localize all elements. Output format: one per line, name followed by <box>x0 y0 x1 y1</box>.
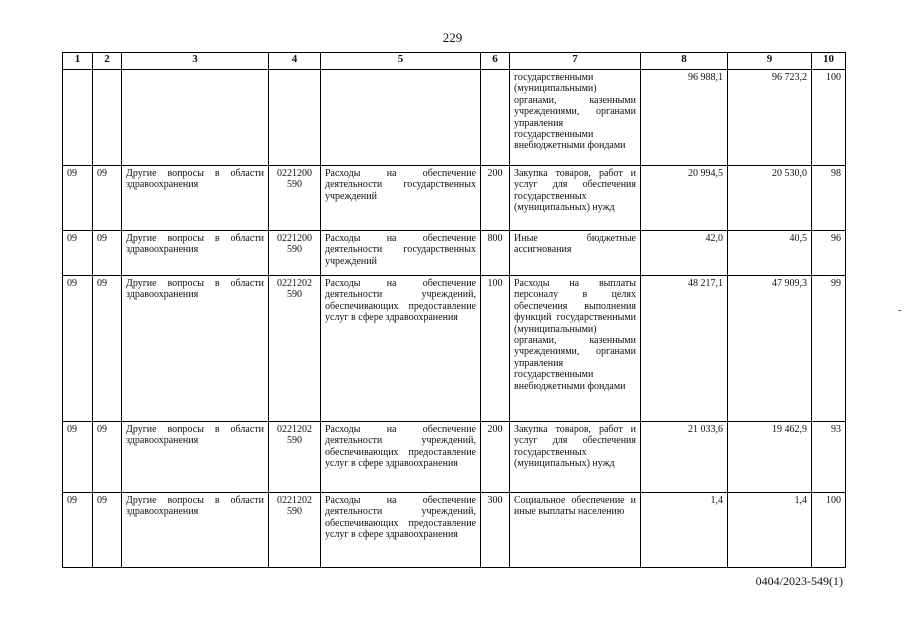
expense-type-code: 300 <box>481 493 510 568</box>
expense-type-code <box>481 70 510 166</box>
planned-amount: 1,4 <box>641 493 728 568</box>
column-header: 10 <box>812 53 846 70</box>
execution-percent: 100 <box>812 493 846 568</box>
table-header-row <box>63 53 846 70</box>
expense-type-name: Социальное обеспечение и иные выплаты населению <box>510 493 641 568</box>
column-header: 5 <box>321 53 481 70</box>
execution-percent: 100 <box>812 70 846 166</box>
target-article <box>269 70 321 166</box>
expense-type-name: Закупка товаров, работ и услуг для обеспечения государственных (муниципальных) нужд <box>510 166 641 231</box>
table-row <box>63 422 846 493</box>
section-code: 09 <box>63 231 93 276</box>
executed-amount: 40,5 <box>728 231 812 276</box>
executed-amount: 19 462,9 <box>728 422 812 493</box>
expense-type-name: государственными (муниципальными) органами, казенными учреждениями, органами управления государственными внебюджетными фондами <box>510 70 641 166</box>
planned-amount: 96 988,1 <box>641 70 728 166</box>
expense-type-name: Иные бюджетные ассигнования <box>510 231 641 276</box>
subsection-name <box>122 70 269 166</box>
execution-percent: 96 <box>812 231 846 276</box>
subsection-name: Другие вопросы в области здравоохранения <box>122 166 269 231</box>
expense-type-code: 100 <box>481 276 510 422</box>
column-header: 1 <box>63 53 93 70</box>
table-row <box>63 493 846 568</box>
subsection-name: Другие вопросы в области здравоохранения <box>122 276 269 422</box>
target-article: 0221200 590 <box>269 166 321 231</box>
expense-type-code: 800 <box>481 231 510 276</box>
target-article: 0221202 590 <box>269 422 321 493</box>
section-code: 09 <box>63 166 93 231</box>
column-header: 3 <box>122 53 269 70</box>
article-name: Расходы на обеспечение деятельности учреждений, обеспечивающих предоставление услуг в сфере здравоохранения <box>321 276 481 422</box>
table-row <box>63 276 846 422</box>
subsection-name: Другие вопросы в области здравоохранения <box>122 231 269 276</box>
table-row <box>63 70 846 166</box>
article-name: Расходы на обеспечение деятельности государственных учреждений <box>321 231 481 276</box>
page-number: 229 <box>442 30 463 45</box>
subsection-code: 09 <box>93 166 122 231</box>
planned-amount: 21 033,6 <box>641 422 728 493</box>
subsection-code <box>93 70 122 166</box>
article-name: Расходы на обеспечение деятельности учреждений, обеспечивающих предоставление услуг в сфере здравоохранения <box>321 493 481 568</box>
subsection-code: 09 <box>93 231 122 276</box>
section-code <box>63 70 93 166</box>
expense-type-name: Закупка товаров, работ и услуг для обеспечения государственных (муниципальных) нужд <box>510 422 641 493</box>
table-row <box>63 166 846 231</box>
subsection-code: 09 <box>93 276 122 422</box>
scan-margin-mark <box>898 310 901 311</box>
executed-amount: 47 909,3 <box>728 276 812 422</box>
section-code: 09 <box>63 422 93 493</box>
table-row <box>63 231 846 276</box>
article-name <box>321 70 481 166</box>
column-header: 4 <box>269 53 321 70</box>
column-header: 7 <box>510 53 641 70</box>
subsection-name: Другие вопросы в области здравоохранения <box>122 422 269 493</box>
planned-amount: 20 994,5 <box>641 166 728 231</box>
executed-amount: 20 530,0 <box>728 166 812 231</box>
expense-type-code: 200 <box>481 422 510 493</box>
execution-percent: 93 <box>812 422 846 493</box>
column-header: 8 <box>641 53 728 70</box>
column-header: 6 <box>481 53 510 70</box>
column-header: 2 <box>93 53 122 70</box>
expense-type-code: 200 <box>481 166 510 231</box>
execution-percent: 98 <box>812 166 846 231</box>
planned-amount: 48 217,1 <box>641 276 728 422</box>
executed-amount: 1,4 <box>728 493 812 568</box>
article-name: Расходы на обеспечение деятельности государственных учреждений <box>321 166 481 231</box>
subsection-code: 09 <box>93 493 122 568</box>
subsection-code: 09 <box>93 422 122 493</box>
planned-amount: 42,0 <box>641 231 728 276</box>
article-name: Расходы на обеспечение деятельности учреждений, обеспечивающих предоставление услуг в сфере здравоохранения <box>321 422 481 493</box>
expense-type-name: Расходы на выплаты персоналу в целях обеспечения выполнения функций государственными (муниципальными) органами, казенными учреждениями, органами управления государственными внебюджетными фондами <box>510 276 641 422</box>
document-id: 0404/2023-549(1) <box>755 574 843 588</box>
target-article: 0221200 590 <box>269 231 321 276</box>
executed-amount: 96 723,2 <box>728 70 812 166</box>
budget-table <box>62 52 846 568</box>
section-code: 09 <box>63 276 93 422</box>
column-header: 9 <box>728 53 812 70</box>
subsection-name: Другие вопросы в области здравоохранения <box>122 493 269 568</box>
execution-percent: 99 <box>812 276 846 422</box>
target-article: 0221202 590 <box>269 493 321 568</box>
target-article: 0221202 590 <box>269 276 321 422</box>
section-code: 09 <box>63 493 93 568</box>
